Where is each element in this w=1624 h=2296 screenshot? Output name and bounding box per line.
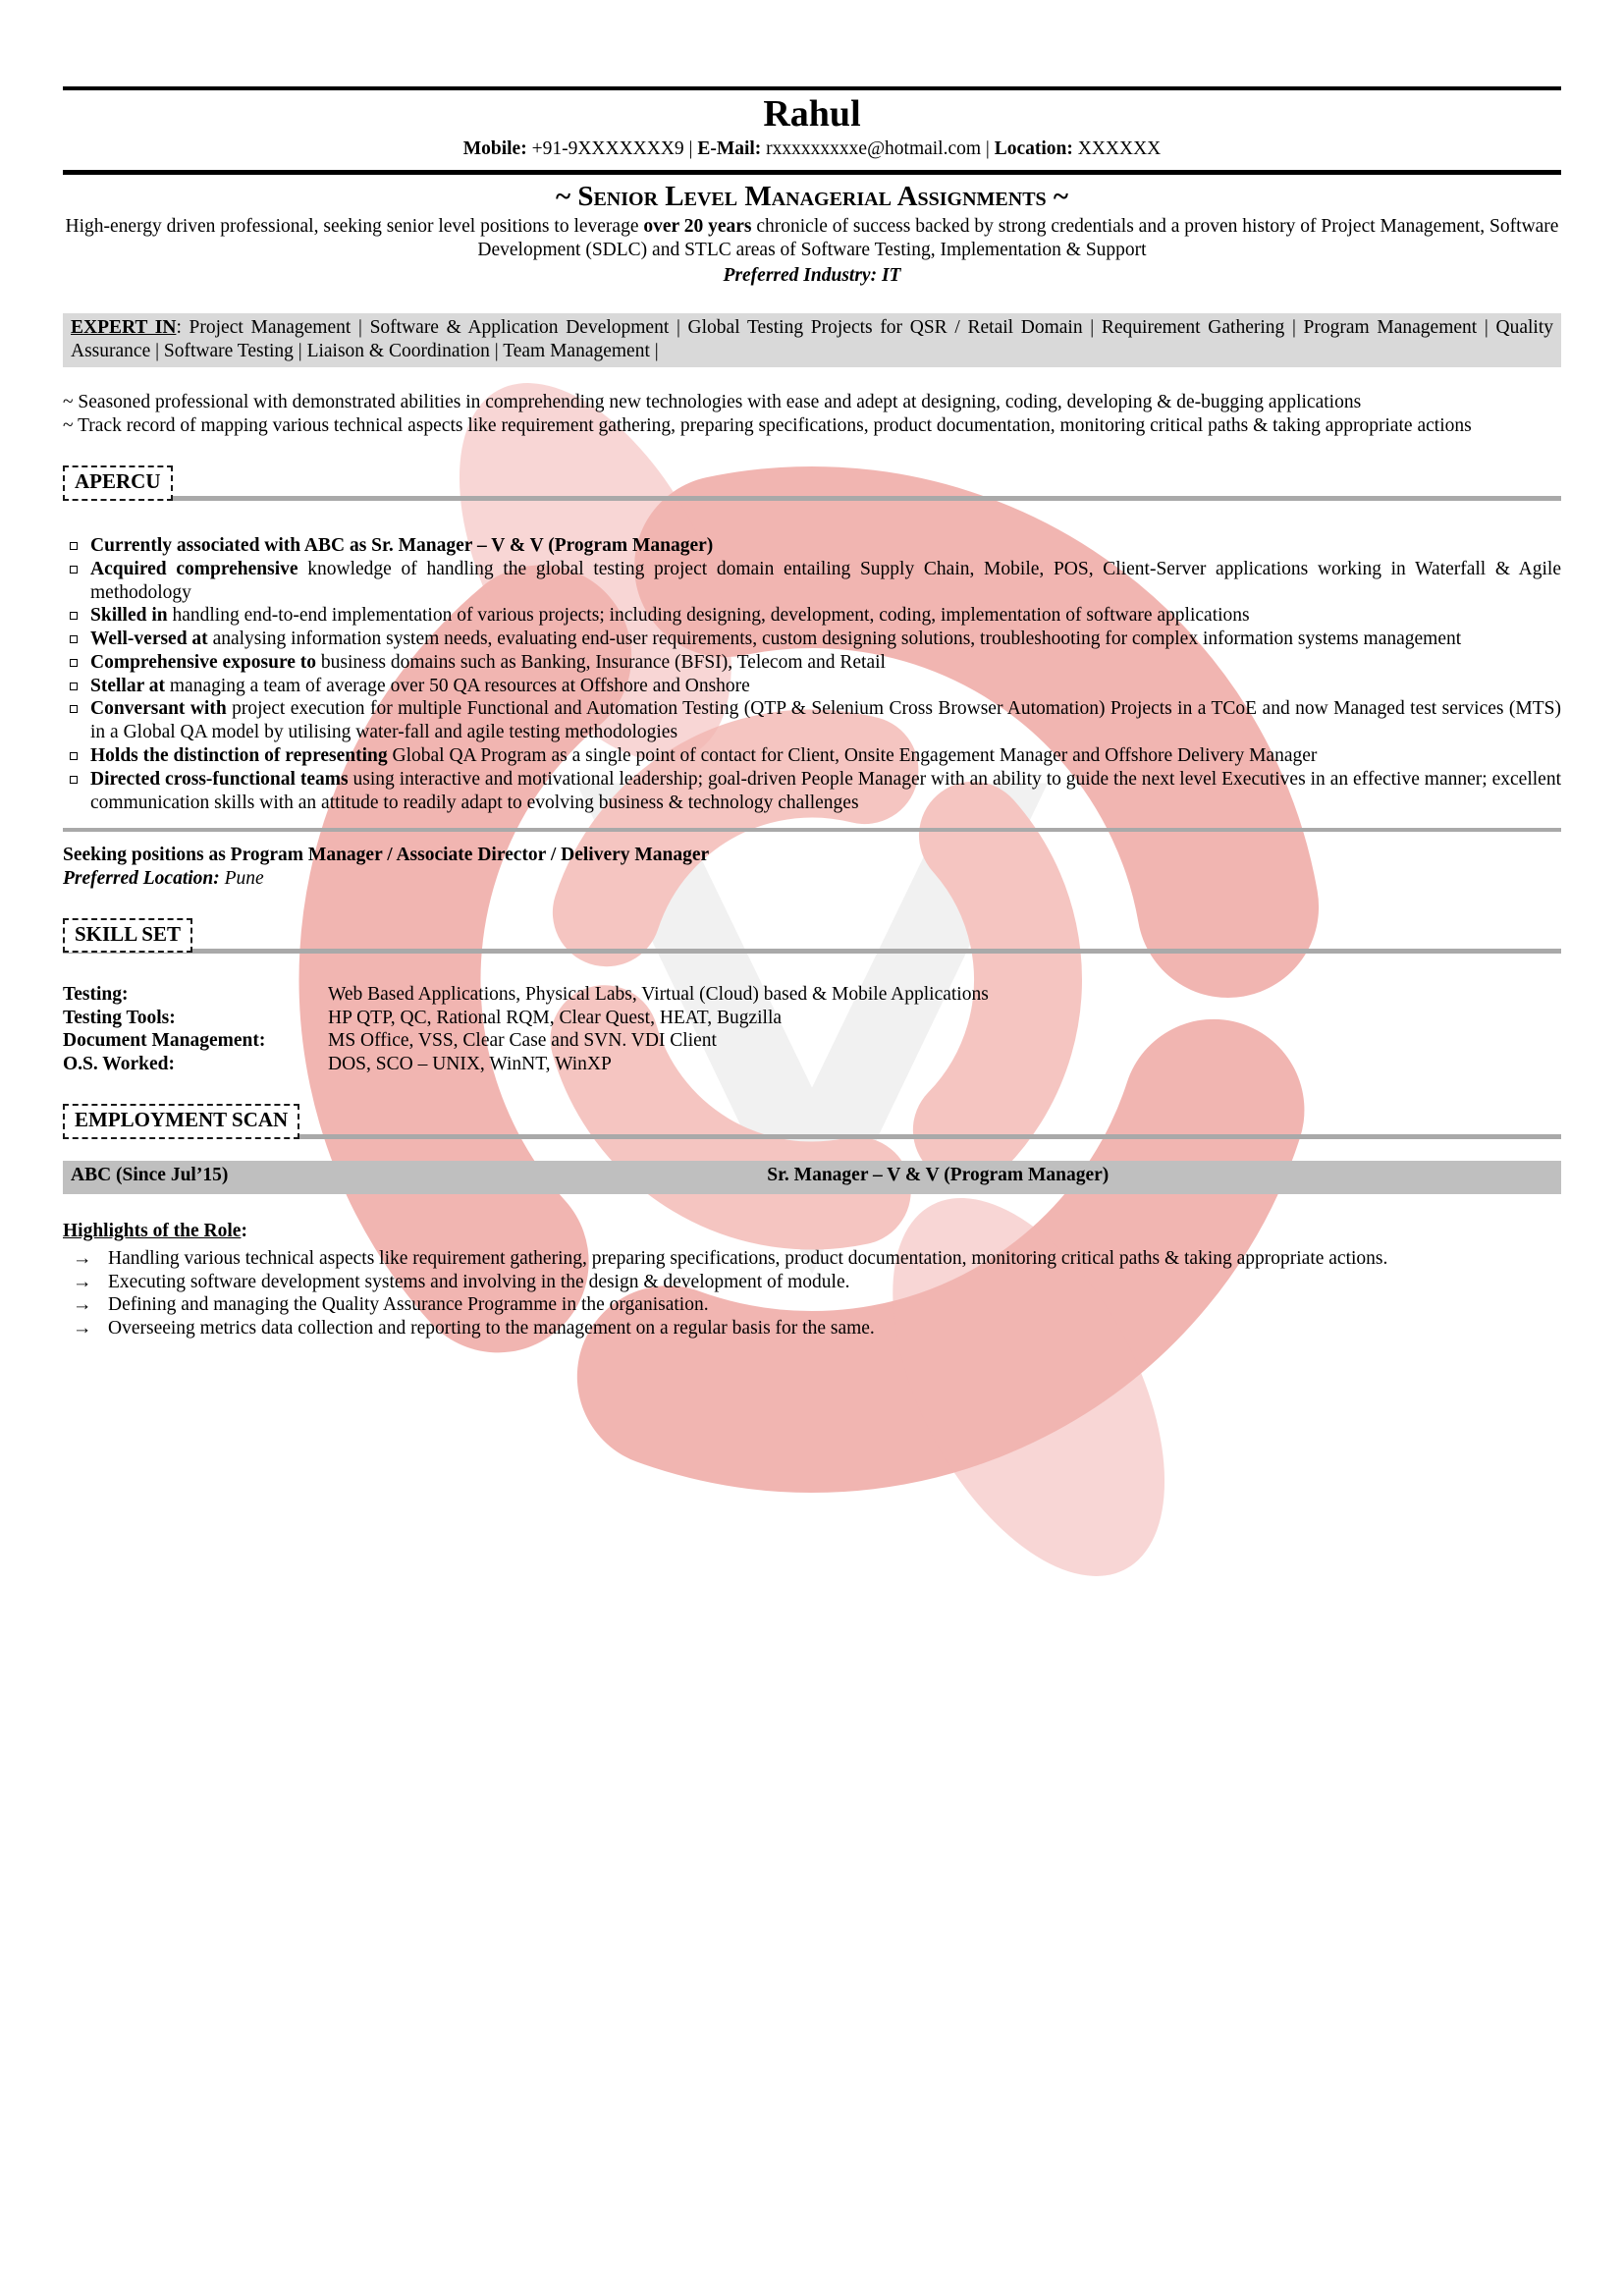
table-row [63,1053,1561,1076]
table-row [63,1007,1561,1030]
list-item [63,675,1561,698]
bullet-lead: Holds the distinction of representing [90,744,388,766]
section-heading-skill-set [63,918,1561,957]
bullet-lead: Comprehensive exposure to [90,651,317,673]
email-label: E-Mail: [697,137,762,159]
bullet-lead: Well-versed at [90,629,208,650]
location-label: Location: [994,137,1073,159]
skill-label: Testing: [63,983,129,1005]
section-divider [63,949,1561,954]
expert-in-label: EXPERT IN [71,316,177,338]
bullet-rest: business domains such as Banking, Insurance (BFSI), Telecom and Retail [316,651,886,673]
seeking-position: Seeking positions as Program Manager / Associate Director / Delivery Manager [63,845,710,866]
bullet-lead: Acquired comprehensive [90,558,298,579]
profile-paragraph: ~ Track record of mapping various technical aspects like requirement gathering, preparing specifications, product documentation, monitoring critical paths & taking appropriate actions [63,415,1472,437]
apercu-heading: APERCU [63,465,173,501]
list-item [63,651,1561,675]
preferred-location-label: Preferred Location: [63,868,220,890]
list-item [63,534,1561,558]
bullet-lead: Stellar at [90,675,166,696]
skills-table [63,983,1561,1076]
section-divider [63,496,1561,501]
list-item [63,768,1561,815]
resume-headline: ~ Senior Level Managerial Assignments ~ [555,180,1068,212]
skill-set-heading: SKILL SET [63,918,192,954]
skill-value: Web Based Applications, Physical Labs, Virtual (Cloud) based & Mobile Applications [328,983,989,1005]
mobile-value: +91-9XXXXXXX9 | [526,137,698,159]
contact-line [63,137,1561,161]
bullet-rest: analysing information system needs, evaluating end-user requirements, custom designing solutions, troubleshooting for complex information systems management [207,629,1462,650]
list-item [63,697,1561,744]
highlights-heading [63,1220,1561,1243]
highlights-heading-colon: : [241,1221,247,1241]
profile-paragraphs [63,391,1561,438]
bullet-lead: Directed cross-functional teams [90,768,349,790]
list-item [63,604,1561,628]
expert-in-block [63,313,1561,368]
preferred-industry: Preferred Industry: IT [723,265,901,287]
employment-entry-bar [63,1161,1561,1194]
job-title: Sr. Manager – V & V (Program Manager) [767,1165,1110,1185]
expert-in-text: : Project Management | Software & Application Development | Global Testing Projects for QSR / Retail Domain | Requirement Gathering | Program Management | Quality Assurance | Software Testing | Liaison & Coordination | Team Management | [71,316,1553,361]
list-item [63,628,1561,651]
bullet-lead: Skilled in [90,605,168,627]
bullet-lead: Conversant with [90,698,227,720]
bullet-rest: handling end-to-end implementation of various projects; including designing, development, coding, implementation of software applications [167,605,1250,627]
highlights-list [63,1247,1561,1340]
bullet-rest: knowledge of handling the global testing project domain entailing Supply Chain, Mobile, POS, Client-Server applications working in Waterfall & Agile methodology [90,558,1561,603]
skill-label: O.S. Worked: [63,1054,175,1075]
header-divider [63,170,1561,175]
list-item: → Overseeing metrics data collection and reporting to the management on a regular basis for the same. [63,1317,1561,1340]
section-heading-employment-scan [63,1104,1561,1143]
bullet-rest: managing a team of average over 50 QA resources at Offshore and Onshore [165,675,750,696]
employment-scan-heading: EMPLOYMENT SCAN [63,1104,299,1139]
list-item: → Handling various technical aspects like requirement gathering, preparing specifications, product documentation, monitoring critical paths & taking appropriate actions. [63,1247,1561,1271]
summary-post: chronicle of success backed by strong credentials and a proven history of Project Management, Software Development (SDLC) and STLC areas of Software Testing, Implementation & Support [477,216,1559,261]
summary-paragraph [63,215,1561,262]
bullet-rest: project execution for multiple Functional and Automation Testing (QTP & Selenium Cross Browser Automation) Projects in a TCoE and now Managed test services (MTS) in a Global QA model by utilising water-fall and agile testing methodologies [90,698,1561,743]
profile-paragraph: ~ Seasoned professional with demonstrated abilities in comprehending new technologies with ease and adept at designing, coding, developing & de-bugging applications [63,392,1362,413]
list-item [63,744,1561,768]
email-value: rxxxxxxxxxe@hotmail.com | [761,137,995,159]
summary-pre: High-energy driven professional, seeking senior level positions to leverage [65,216,644,238]
list-item: → Executing software development systems and involving in the design & development of module. [63,1271,1561,1294]
skill-value: MS Office, VSS, Clear Case and SVN. VDI Client [328,1030,717,1052]
skill-label: Document Management: [63,1030,266,1052]
list-item [63,558,1561,605]
bullet-rest: Global QA Program as a single point of contact for Client, Onsite Engagement Manager and Offshore Delivery Manager [387,744,1318,766]
table-row [63,1029,1561,1053]
mobile-label: Mobile: [462,137,527,159]
skill-value: HP QTP, QC, Rational RQM, Clear Quest, HEAT, Bugzilla [328,1007,783,1028]
preferred-location-value: Pune [219,868,264,890]
table-row [63,983,1561,1007]
summary-bold: over 20 years [643,216,752,238]
top-divider [63,86,1561,90]
section-divider [63,828,1561,832]
apercu-bullet-list [63,534,1561,814]
bullet-lead: Currently associated with ABC as Sr. Manager – V & V (Program Manager) [90,534,714,556]
preferred-location [63,867,1561,891]
employer-and-tenure: ABC (Since Jul’15) [71,1165,229,1185]
skill-label: Testing Tools: [63,1007,176,1028]
skill-value: DOS, SCO – UNIX, WinNT, WinXP [328,1054,612,1075]
section-heading-apercu [63,465,1561,505]
bullet-rest: using interactive and motivational leadership; goal-driven People Manager with an ability to guide the next level Executives in an effective manner; excellent communication skills with an attitude to readily adapt to evolving business & technology challenges [90,768,1561,813]
location-value: XXXXXX [1072,137,1162,159]
list-item: → Defining and managing the Quality Assurance Programme in the organisation. [63,1293,1561,1317]
seeking-block [63,844,1561,891]
highlights-heading-text: Highlights of the Role [63,1221,242,1241]
candidate-name: Rahul [763,93,861,135]
